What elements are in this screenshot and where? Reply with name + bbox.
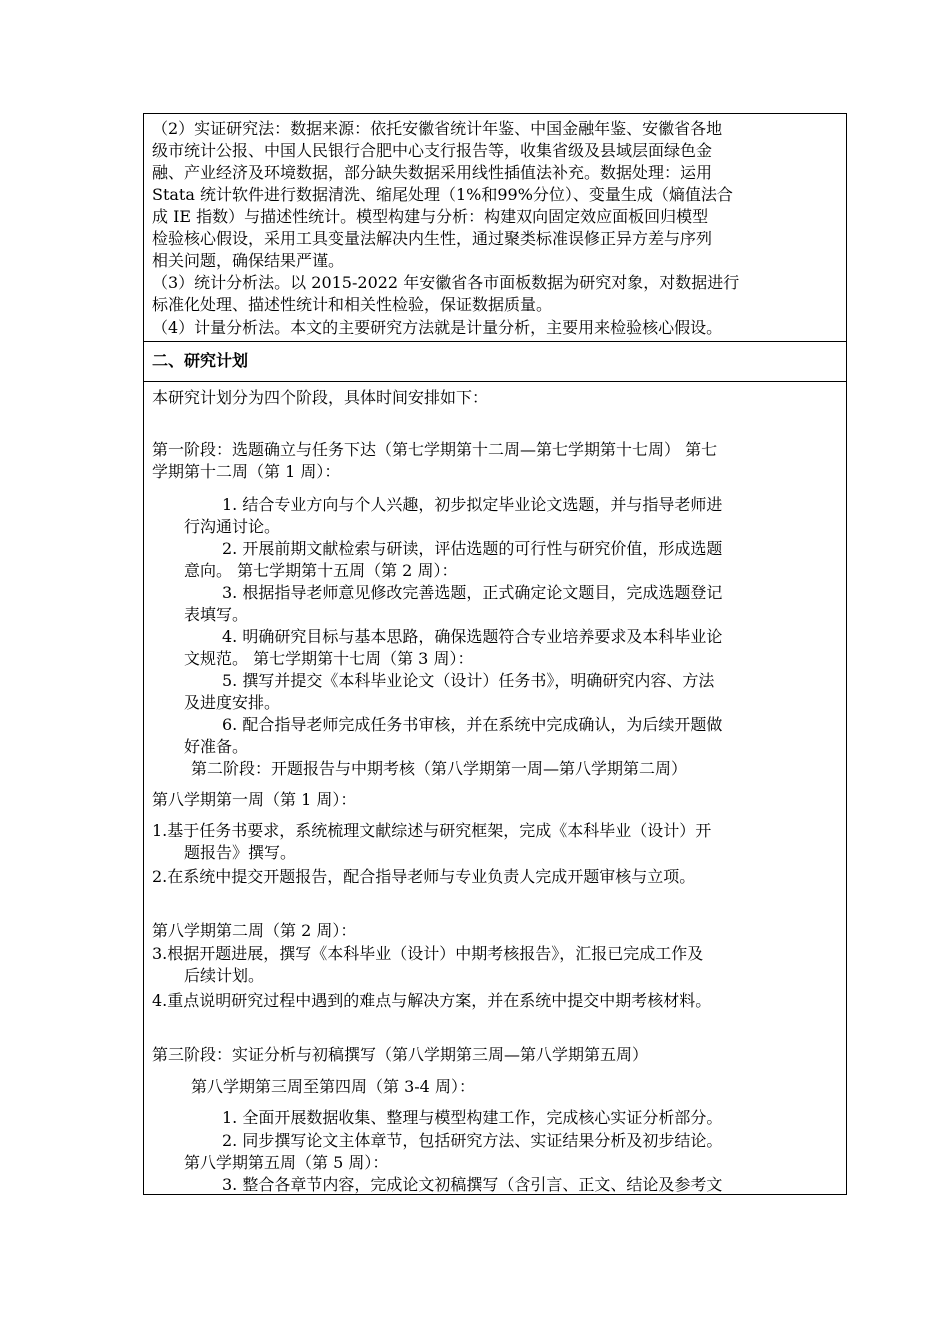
week-label: 第八学期第三周至第四周（第 3-4 周）： (191, 1077, 475, 1096)
text-line: 检验核心假设，采用工具变量法解决内生性，通过聚类标准误修正异方差与序列 (152, 229, 713, 248)
text-line: （4）计量分析法。本文的主要研究方法就是计量分析，主要用来检验核心假设。 (152, 318, 723, 337)
plan-intro: 本研究计划分为四个阶段，具体时间安排如下： (152, 388, 489, 407)
text-line: 级市统计公报、中国人民银行合肥中心支行报告等，收集省级及县域层面绿色金 (152, 141, 713, 160)
week-label: 第八学期第一周（第 1 周）： (152, 790, 357, 809)
text-line: Stata 统计软件进行数据清洗、缩尾处理（1%和99%分位）、变量生成（熵值法合 (152, 185, 733, 204)
row-divider (144, 341, 846, 342)
text-line: 相关问题，确保结果严谨。 (152, 251, 345, 270)
list-item: 6. 配合指导老师完成任务书审核，并在系统中完成确认，为后续开题做 (222, 715, 723, 734)
list-item: 表填写。 (184, 605, 249, 624)
list-item: 2. 开展前期文献检索与研读，评估选题的可行性与研究价值，形成选题 (222, 539, 723, 558)
list-item: 2.在系统中提交开题报告，配合指导老师与专业负责人完成开题审核与立项。 (152, 867, 696, 886)
stage-title: 第二阶段：开题报告与中期考核（第八学期第一周—第八学期第二周） (191, 759, 688, 778)
text-line: 成 IE 指数）与描述性统计。模型构建与分析：构建双向固定效应面板回归模型 (152, 207, 709, 226)
week-label: 第八学期第五周（第 5 周）： (184, 1153, 389, 1172)
list-item: 行沟通讨论。 (184, 517, 281, 536)
list-item: 3. 根据指导老师意见修改完善选题，正式确定论文题目，完成选题登记 (222, 583, 723, 602)
list-item: 4.重点说明研究过程中遇到的难点与解决方案，并在系统中提交中期考核材料。 (152, 991, 712, 1010)
list-item: 意向。 第七学期第十五周（第 2 周）： (184, 561, 458, 580)
list-item: 1. 结合专业方向与个人兴趣，初步拟定毕业论文选题，并与指导老师进 (222, 495, 723, 514)
text-line: （3）统计分析法。以 2015-2022 年安徽省各市面板数据为研究对象，对数据进行 (152, 273, 740, 292)
list-item: 1. 全面开展数据收集、整理与模型构建工作，完成核心实证分析部分。 (222, 1108, 723, 1127)
list-item: 1.基于任务书要求，系统梳理文献综述与研究框架，完成《本科毕业（设计）开 (152, 821, 712, 840)
stage-title: 第三阶段：实证分析与初稿撰写（第八学期第三周—第八学期第五周） (152, 1045, 649, 1064)
list-item: 好准备。 (184, 737, 249, 756)
text-line: 标准化处理、描述性统计和相关性检验，保证数据质量。 (152, 295, 553, 314)
list-item: 5. 撰写并提交《本科毕业论文（设计）任务书》，明确研究内容、方法 (222, 671, 715, 690)
text-line: （2）实证研究法：数据来源：依托安徽省统计年鉴、中国金融年鉴、安徽省各地 (152, 119, 723, 138)
table-frame (143, 113, 847, 1195)
list-item: 3. 整合各章节内容，完成论文初稿撰写（含引言、正文、结论及参考文 (222, 1175, 723, 1194)
list-item: 题报告》撰写。 (184, 843, 297, 862)
week-label: 第八学期第二周（第 2 周）： (152, 921, 357, 940)
stage-title: 第一阶段：选题确立与任务下达（第七学期第十二周—第七学期第十七周） 第七 (152, 440, 718, 459)
list-item: 后续计划。 (184, 966, 265, 985)
row-divider (144, 381, 846, 382)
list-item: 文规范。 第七学期第十七周（第 3 周）： (184, 649, 474, 668)
list-item: 3.根据开题进展，撰写《本科毕业（设计）中期考核报告》，汇报已完成工作及 (152, 944, 704, 963)
list-item: 4. 明确研究目标与基本思路，确保选题符合专业培养要求及本科毕业论 (222, 627, 723, 646)
text-line: 融、产业经济及环境数据，部分缺失数据采用线性插值法补充。数据处理：运用 (152, 163, 713, 182)
section-heading: 二、研究计划 (152, 351, 249, 370)
stage-title: 学期第十二周（第 1 周）： (152, 462, 341, 481)
list-item: 2. 同步撰写论文主体章节，包括研究方法、实证结果分析及初步结论。 (222, 1131, 723, 1150)
list-item: 及进度安排。 (184, 693, 281, 712)
